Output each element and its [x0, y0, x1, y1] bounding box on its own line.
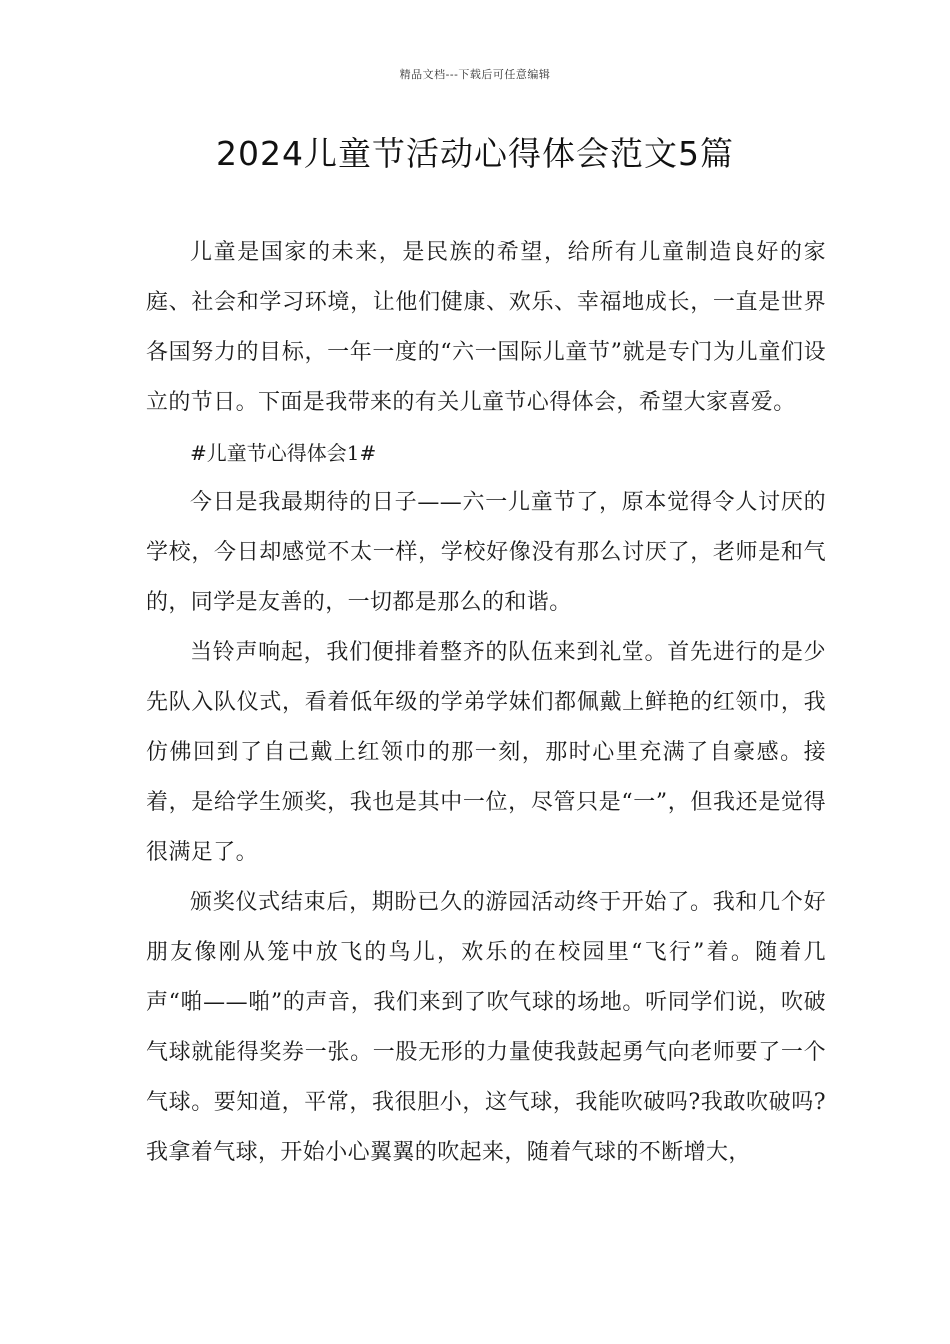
body-paragraph: 今日是我最期待的日子——六一儿童节了，原本觉得令人讨厌的学校，今日却感觉不太一样，学校好像没有那么讨厌了，老师是和气的，同学是友善的，一切都是那么的和谐。 [146, 490, 826, 615]
document-body [146, 228, 826, 1178]
header-note: 精品文档---下载后可任意编辑 [399, 68, 551, 81]
intro-paragraph: 儿童是国家的未来，是民族的希望，给所有儿童制造良好的家庭、社会和学习环境，让他们健康、欢乐、幸福地成长，一直是世界各国努力的目标，一年一度的“六一国际儿童节”就是专门为儿童们设立的节日。下面是我带来的有关儿童节心得体会，希望大家喜爱。 [146, 240, 826, 415]
body-paragraph: 颁奖仪式结束后，期盼已久的游园活动终于开始了。我和几个好朋友像刚从笼中放飞的鸟儿，欢乐的在校园里“飞行”着。随着几声“啪——啪”的声音，我们来到了吹气球的场地。听同学们说，吹破气球就能得奖券一张。一股无形的力量使我鼓起勇气向老师要了一个气球。要知道，平常，我很胆小，这气球，我能吹破吗?我敢吹破吗?我拿着气球，开始小心翼翼的吹起来，随着气球的不断增大， [146, 890, 826, 1165]
document-title: 2024儿童节活动心得体会范文5篇 [216, 134, 734, 173]
body-paragraph: 当铃声响起，我们便排着整齐的队伍来到礼堂。首先进行的是少先队入队仪式，看着低年级的学弟学妹们都佩戴上鲜艳的红领巾，我仿佛回到了自己戴上红领巾的那一刻，那时心里充满了自豪感。接着，是给学生颁奖，我也是其中一位，尽管只是“一”，但我还是觉得很满足了。 [146, 640, 826, 865]
section-heading: #儿童节心得体会1# [190, 441, 377, 465]
